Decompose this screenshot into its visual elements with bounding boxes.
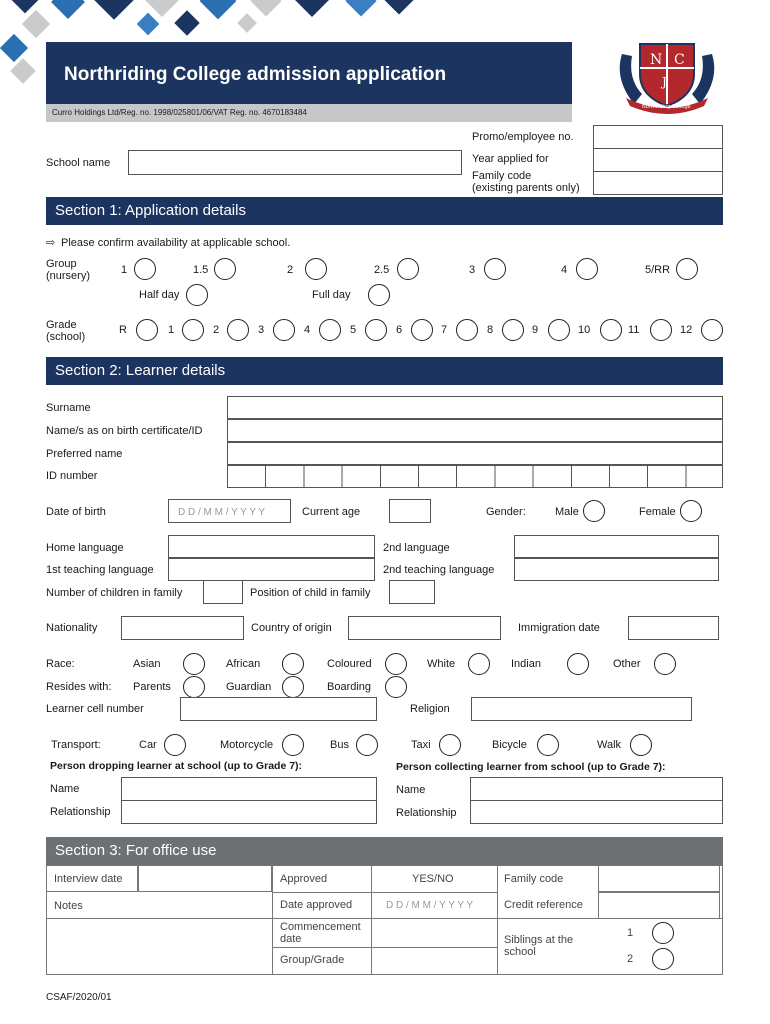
sibling-option-radio[interactable] xyxy=(652,948,674,970)
grade-option-radio[interactable] xyxy=(227,319,249,341)
race-option-radio[interactable] xyxy=(282,653,304,675)
resides-option-radio[interactable] xyxy=(282,676,304,698)
group-option-label: 2.5 xyxy=(374,264,390,276)
interview-date-field[interactable] xyxy=(138,865,272,892)
home-language-label: Home language xyxy=(46,542,124,554)
year-applied-field[interactable] xyxy=(593,148,723,172)
group-option-label: 1 xyxy=(121,264,128,276)
transport-option-radio[interactable] xyxy=(537,734,559,756)
second-teaching-language-field[interactable] xyxy=(514,558,719,581)
date-approved-placeholder: D D / M M / Y Y Y Y xyxy=(386,900,474,911)
transport-option-label: Taxi xyxy=(411,739,431,751)
race-option-label: Indian xyxy=(511,658,541,670)
race-option-radio[interactable] xyxy=(183,653,205,675)
group-label-sub: (nursery) xyxy=(46,270,91,282)
transport-label: Transport: xyxy=(51,739,101,751)
group-option-label: 5/RR xyxy=(645,264,671,276)
id-number-field[interactable] xyxy=(227,465,723,488)
grade-option-radio[interactable] xyxy=(502,319,524,341)
interview-date-label: Interview date xyxy=(54,873,123,885)
grade-option-radio[interactable] xyxy=(273,319,295,341)
first-teaching-language-label: 1st teaching language xyxy=(46,564,154,576)
preferred-name-label: Preferred name xyxy=(46,448,123,460)
grade-option-radio[interactable] xyxy=(600,319,622,341)
immigration-date-field[interactable] xyxy=(628,616,719,640)
section-2-header: Section 2: Learner details xyxy=(46,357,723,385)
group-option-label: 3 xyxy=(469,264,476,276)
grade-label: Grade xyxy=(46,319,77,331)
grade-option-radio[interactable] xyxy=(319,319,341,341)
family-code-note: (existing parents only) xyxy=(472,182,580,194)
half-day-radio[interactable] xyxy=(186,284,208,306)
svg-text:J: J xyxy=(662,75,667,89)
resides-option-radio[interactable] xyxy=(385,676,407,698)
transport-option-label: Walk xyxy=(597,739,622,751)
group-option-radio[interactable] xyxy=(214,258,236,280)
cell-number-field[interactable] xyxy=(180,697,377,721)
gender-label: Gender: xyxy=(486,506,526,518)
commencement-label: Commencement xyxy=(280,921,361,933)
col-divider xyxy=(497,865,498,975)
group-option-radio[interactable] xyxy=(484,258,506,280)
group-option-label: 1.5 xyxy=(193,264,209,276)
group-option-radio[interactable] xyxy=(676,258,698,280)
sibling-option-radio[interactable] xyxy=(652,922,674,944)
grade-option-radio[interactable] xyxy=(136,319,158,341)
transport-option-radio[interactable] xyxy=(630,734,652,756)
female-radio[interactable] xyxy=(680,500,702,522)
grade-option-radio[interactable] xyxy=(456,319,478,341)
grade-option-label: 4 xyxy=(304,324,311,336)
race-option-label: White xyxy=(427,658,456,670)
race-option-label: Other xyxy=(613,658,641,670)
collect-relationship-field[interactable] xyxy=(470,800,723,824)
grade-option-label: 3 xyxy=(258,324,265,336)
grade-option-radio[interactable] xyxy=(411,319,433,341)
drop-name-field[interactable] xyxy=(121,777,377,801)
race-option-radio[interactable] xyxy=(385,653,407,675)
svg-text:C: C xyxy=(674,52,685,68)
drop-relationship-field[interactable] xyxy=(121,800,377,824)
transport-option-radio[interactable] xyxy=(164,734,186,756)
family-code-office-field[interactable] xyxy=(598,865,720,892)
race-option-label: Asian xyxy=(133,658,161,670)
approved-label: Approved xyxy=(280,873,328,885)
names-field[interactable] xyxy=(227,419,723,442)
yes-no-value[interactable]: YES/NO xyxy=(412,873,454,885)
section-1-header: Section 1: Application details xyxy=(46,197,723,225)
religion-label: Religion xyxy=(410,703,450,715)
form-code: CSAF/2020/01 xyxy=(46,992,112,1003)
full-day-label: Full day xyxy=(312,289,351,301)
group-option-radio[interactable] xyxy=(397,258,419,280)
commencement-label-sub: date xyxy=(280,933,302,945)
second-teaching-language-label: 2nd teaching language xyxy=(383,564,495,576)
grade-option-label: 5 xyxy=(350,324,357,336)
group-option-radio[interactable] xyxy=(305,258,327,280)
grade-option-label: 10 xyxy=(578,324,591,336)
date-approved-label: Date approved xyxy=(280,899,353,911)
col-divider xyxy=(371,865,372,975)
family-code-office-label: Family code xyxy=(504,873,564,885)
svg-text:Northriding College: Northriding College xyxy=(642,104,691,110)
grade-option-label: 9 xyxy=(532,324,539,336)
col-divider xyxy=(272,865,273,975)
collecting-heading: Person collecting learner from school (up to Grade 7): xyxy=(396,761,666,773)
college-crest-logo xyxy=(612,34,722,114)
page-title: Northriding College admission application xyxy=(64,64,447,85)
grade-option-radio[interactable] xyxy=(701,319,723,341)
position-child-label: Position of child in family xyxy=(250,587,371,599)
race-option-radio[interactable] xyxy=(567,653,589,675)
transport-option-radio[interactable] xyxy=(356,734,378,756)
siblings-label: Siblings at the xyxy=(504,934,574,946)
resides-option-label: Guardian xyxy=(226,681,272,693)
immigration-date-label: Immigration date xyxy=(518,622,600,634)
transport-option-label: Bus xyxy=(330,739,349,751)
nationality-field[interactable] xyxy=(121,616,244,640)
section-3-header: Section 3: For office use xyxy=(46,837,723,865)
transport-option-radio[interactable] xyxy=(439,734,461,756)
surname-label: Surname xyxy=(46,402,91,414)
num-children-field[interactable] xyxy=(203,580,243,604)
school-name-label: School name xyxy=(46,157,111,169)
surname-field[interactable] xyxy=(227,396,723,419)
transport-option-radio[interactable] xyxy=(282,734,304,756)
group-option-label: 2 xyxy=(287,264,294,276)
names-label: Name/s as on birth certificate/ID xyxy=(46,425,203,437)
row-divider xyxy=(272,918,498,919)
collect-name-field[interactable] xyxy=(470,777,723,801)
family-code-field[interactable] xyxy=(593,171,723,195)
first-teaching-language-field[interactable] xyxy=(168,558,375,581)
num-children-label: Number of children in family xyxy=(46,587,183,599)
registration-text: Curro Holdings Ltd/Reg. no. 1998/025801/06/VAT Reg. no. 4670183484 xyxy=(52,108,307,117)
male-label: Male xyxy=(555,506,579,518)
race-option-radio[interactable] xyxy=(468,653,490,675)
cell-number-label: Learner cell number xyxy=(46,703,144,715)
full-day-radio[interactable] xyxy=(368,284,390,306)
grade-option-radio[interactable] xyxy=(650,319,672,341)
grade-option-label: 11 xyxy=(628,324,640,336)
family-code-label: Family code xyxy=(472,170,532,182)
group-label: Group xyxy=(46,258,77,270)
sibling-option-label: 1 xyxy=(627,927,634,939)
arrow-icon: ⇨ xyxy=(46,237,56,249)
grade-option-label: 6 xyxy=(396,324,403,336)
resides-label: Resides with: xyxy=(46,681,112,693)
grade-option-label: 8 xyxy=(487,324,494,336)
preferred-name-field[interactable] xyxy=(227,442,723,465)
dob-placeholder: D D / M M / Y Y Y Y xyxy=(178,507,266,518)
country-origin-label: Country of origin xyxy=(251,622,332,634)
grade-option-label: R xyxy=(119,324,127,336)
siblings-label-sub: school xyxy=(504,946,536,958)
availability-note: Please confirm availability at applicable school. xyxy=(61,237,291,249)
female-label: Female xyxy=(639,506,676,518)
grade-option-label: 12 xyxy=(680,324,693,336)
grade-option-label: 2 xyxy=(213,324,220,336)
religion-field[interactable] xyxy=(471,697,692,721)
credit-reference-field[interactable] xyxy=(598,892,720,919)
male-radio[interactable] xyxy=(583,500,605,522)
collect-relationship-label: Relationship xyxy=(396,807,457,819)
dropping-heading: Person dropping learner at school (up to Grade 7): xyxy=(50,760,303,772)
grade-option-radio[interactable] xyxy=(182,319,204,341)
nationality-label: Nationality xyxy=(46,622,98,634)
position-child-field[interactable] xyxy=(389,580,435,604)
drop-relationship-label: Relationship xyxy=(50,806,111,818)
resides-option-radio[interactable] xyxy=(183,676,205,698)
row-divider xyxy=(272,947,498,948)
year-applied-label: Year applied for xyxy=(472,153,549,165)
second-language-label: 2nd language xyxy=(383,542,450,554)
drop-name-label: Name xyxy=(50,783,80,795)
race-option-label: African xyxy=(226,658,261,670)
home-language-field[interactable] xyxy=(168,535,375,558)
grade-label-sub: (school) xyxy=(46,331,86,343)
dob-label: Date of birth xyxy=(46,506,106,518)
collect-name-label: Name xyxy=(396,784,426,796)
promo-label: Promo/employee no. xyxy=(472,131,574,143)
row-divider xyxy=(272,892,498,893)
current-age-field[interactable] xyxy=(389,499,431,523)
school-name-field[interactable] xyxy=(128,150,462,175)
credit-reference-label: Credit reference xyxy=(504,899,583,911)
grade-option-radio[interactable] xyxy=(365,319,387,341)
grade-option-label: 7 xyxy=(441,324,448,336)
race-option-radio[interactable] xyxy=(654,653,676,675)
group-grade-label: Group/Grade xyxy=(280,954,345,966)
race-option-label: Coloured xyxy=(327,658,372,670)
notes-label: Notes xyxy=(54,900,83,912)
group-option-label: 4 xyxy=(561,264,568,276)
row-divider xyxy=(497,918,723,919)
second-language-field[interactable] xyxy=(514,535,719,558)
group-option-radio[interactable] xyxy=(576,258,598,280)
race-label: Race: xyxy=(46,658,75,670)
resides-option-label: Boarding xyxy=(327,681,372,693)
notes-area[interactable] xyxy=(46,919,272,975)
sibling-option-label: 2 xyxy=(627,953,634,965)
grade-option-label: 1 xyxy=(168,324,175,336)
promo-field[interactable] xyxy=(593,125,723,149)
transport-option-label: Bicycle xyxy=(492,739,527,751)
id-number-label: ID number xyxy=(46,470,98,482)
svg-text:N: N xyxy=(650,52,663,68)
half-day-label: Half day xyxy=(139,289,180,301)
transport-option-label: Motorcycle xyxy=(220,739,274,751)
transport-option-label: Car xyxy=(139,739,157,751)
resides-option-label: Parents xyxy=(133,681,171,693)
group-option-radio[interactable] xyxy=(134,258,156,280)
grade-option-radio[interactable] xyxy=(548,319,570,341)
country-origin-field[interactable] xyxy=(348,616,501,640)
current-age-label: Current age xyxy=(302,506,361,518)
